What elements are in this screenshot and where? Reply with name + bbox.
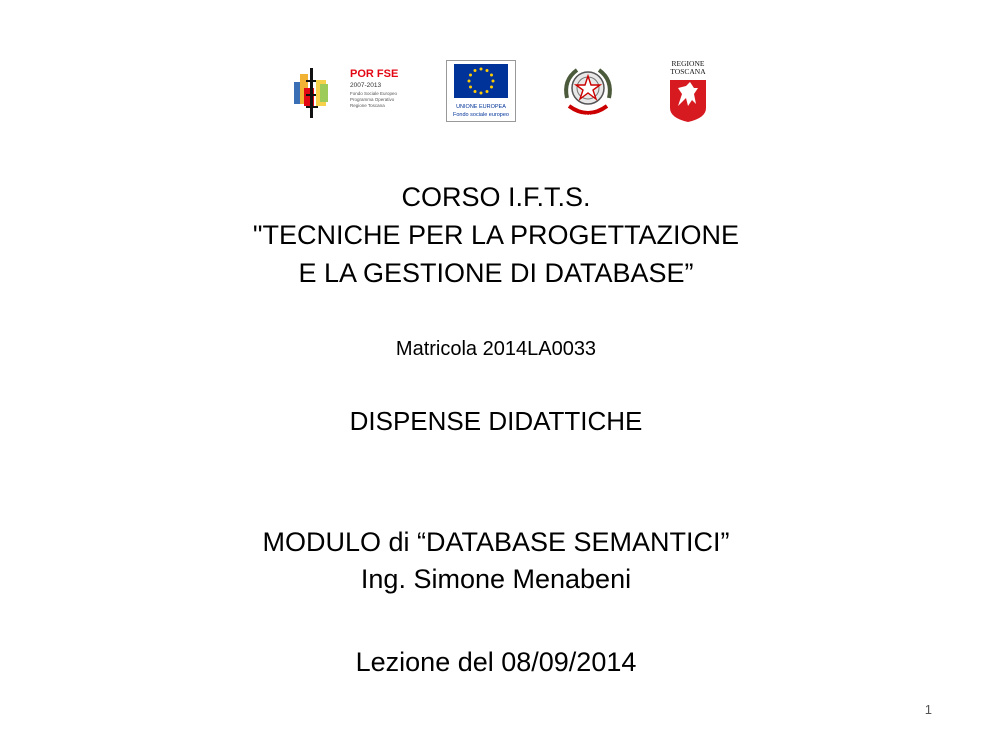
eu-line-2: Fondo sociale europeo <box>453 112 509 118</box>
toscana-line-2: TOSCANA <box>670 67 706 76</box>
matricola-text: Matricola 2014LA0033 <box>395 338 597 360</box>
toscana-line-1: REGIONE <box>671 59 705 68</box>
por-fse-line-2: Programma Operativo <box>350 97 395 102</box>
por-fse-logo <box>290 60 412 124</box>
page-number: 1 <box>924 702 932 717</box>
italy-ribbon-text: REPUBBLICA ITALIANA <box>571 113 605 117</box>
module-title: MODULO di “DATABASE SEMANTICI” <box>262 527 730 557</box>
logos-row <box>0 60 992 128</box>
por-fse-years: 2007-2013 <box>350 82 382 89</box>
course-title-line-1: CORSO I.F.T.S. <box>401 182 591 212</box>
module-block <box>0 524 992 598</box>
lesson-date: Lezione del 08/09/2014 <box>355 647 637 677</box>
course-title <box>0 178 992 292</box>
eu-line-1: UNIONE EUROPEA <box>456 104 506 110</box>
regione-toscana-logo <box>664 58 712 124</box>
dispense-heading: DISPENSE DIDATTICHE <box>349 406 643 436</box>
course-title-line-2: "TECNICHE PER LA PROGETTAZIONE <box>252 220 740 250</box>
course-title-line-3: E LA GESTIONE DI DATABASE” <box>298 258 694 288</box>
eu-flag-logo <box>446 60 516 122</box>
italian-emblem-logo <box>557 60 619 122</box>
instructor-name: Ing. Simone Menabeni <box>360 564 632 594</box>
por-fse-line-1: Fondo Sociale Europeo <box>350 91 398 96</box>
por-fse-title: POR FSE <box>350 68 399 80</box>
por-fse-line-3: Regione Toscana <box>350 103 385 108</box>
